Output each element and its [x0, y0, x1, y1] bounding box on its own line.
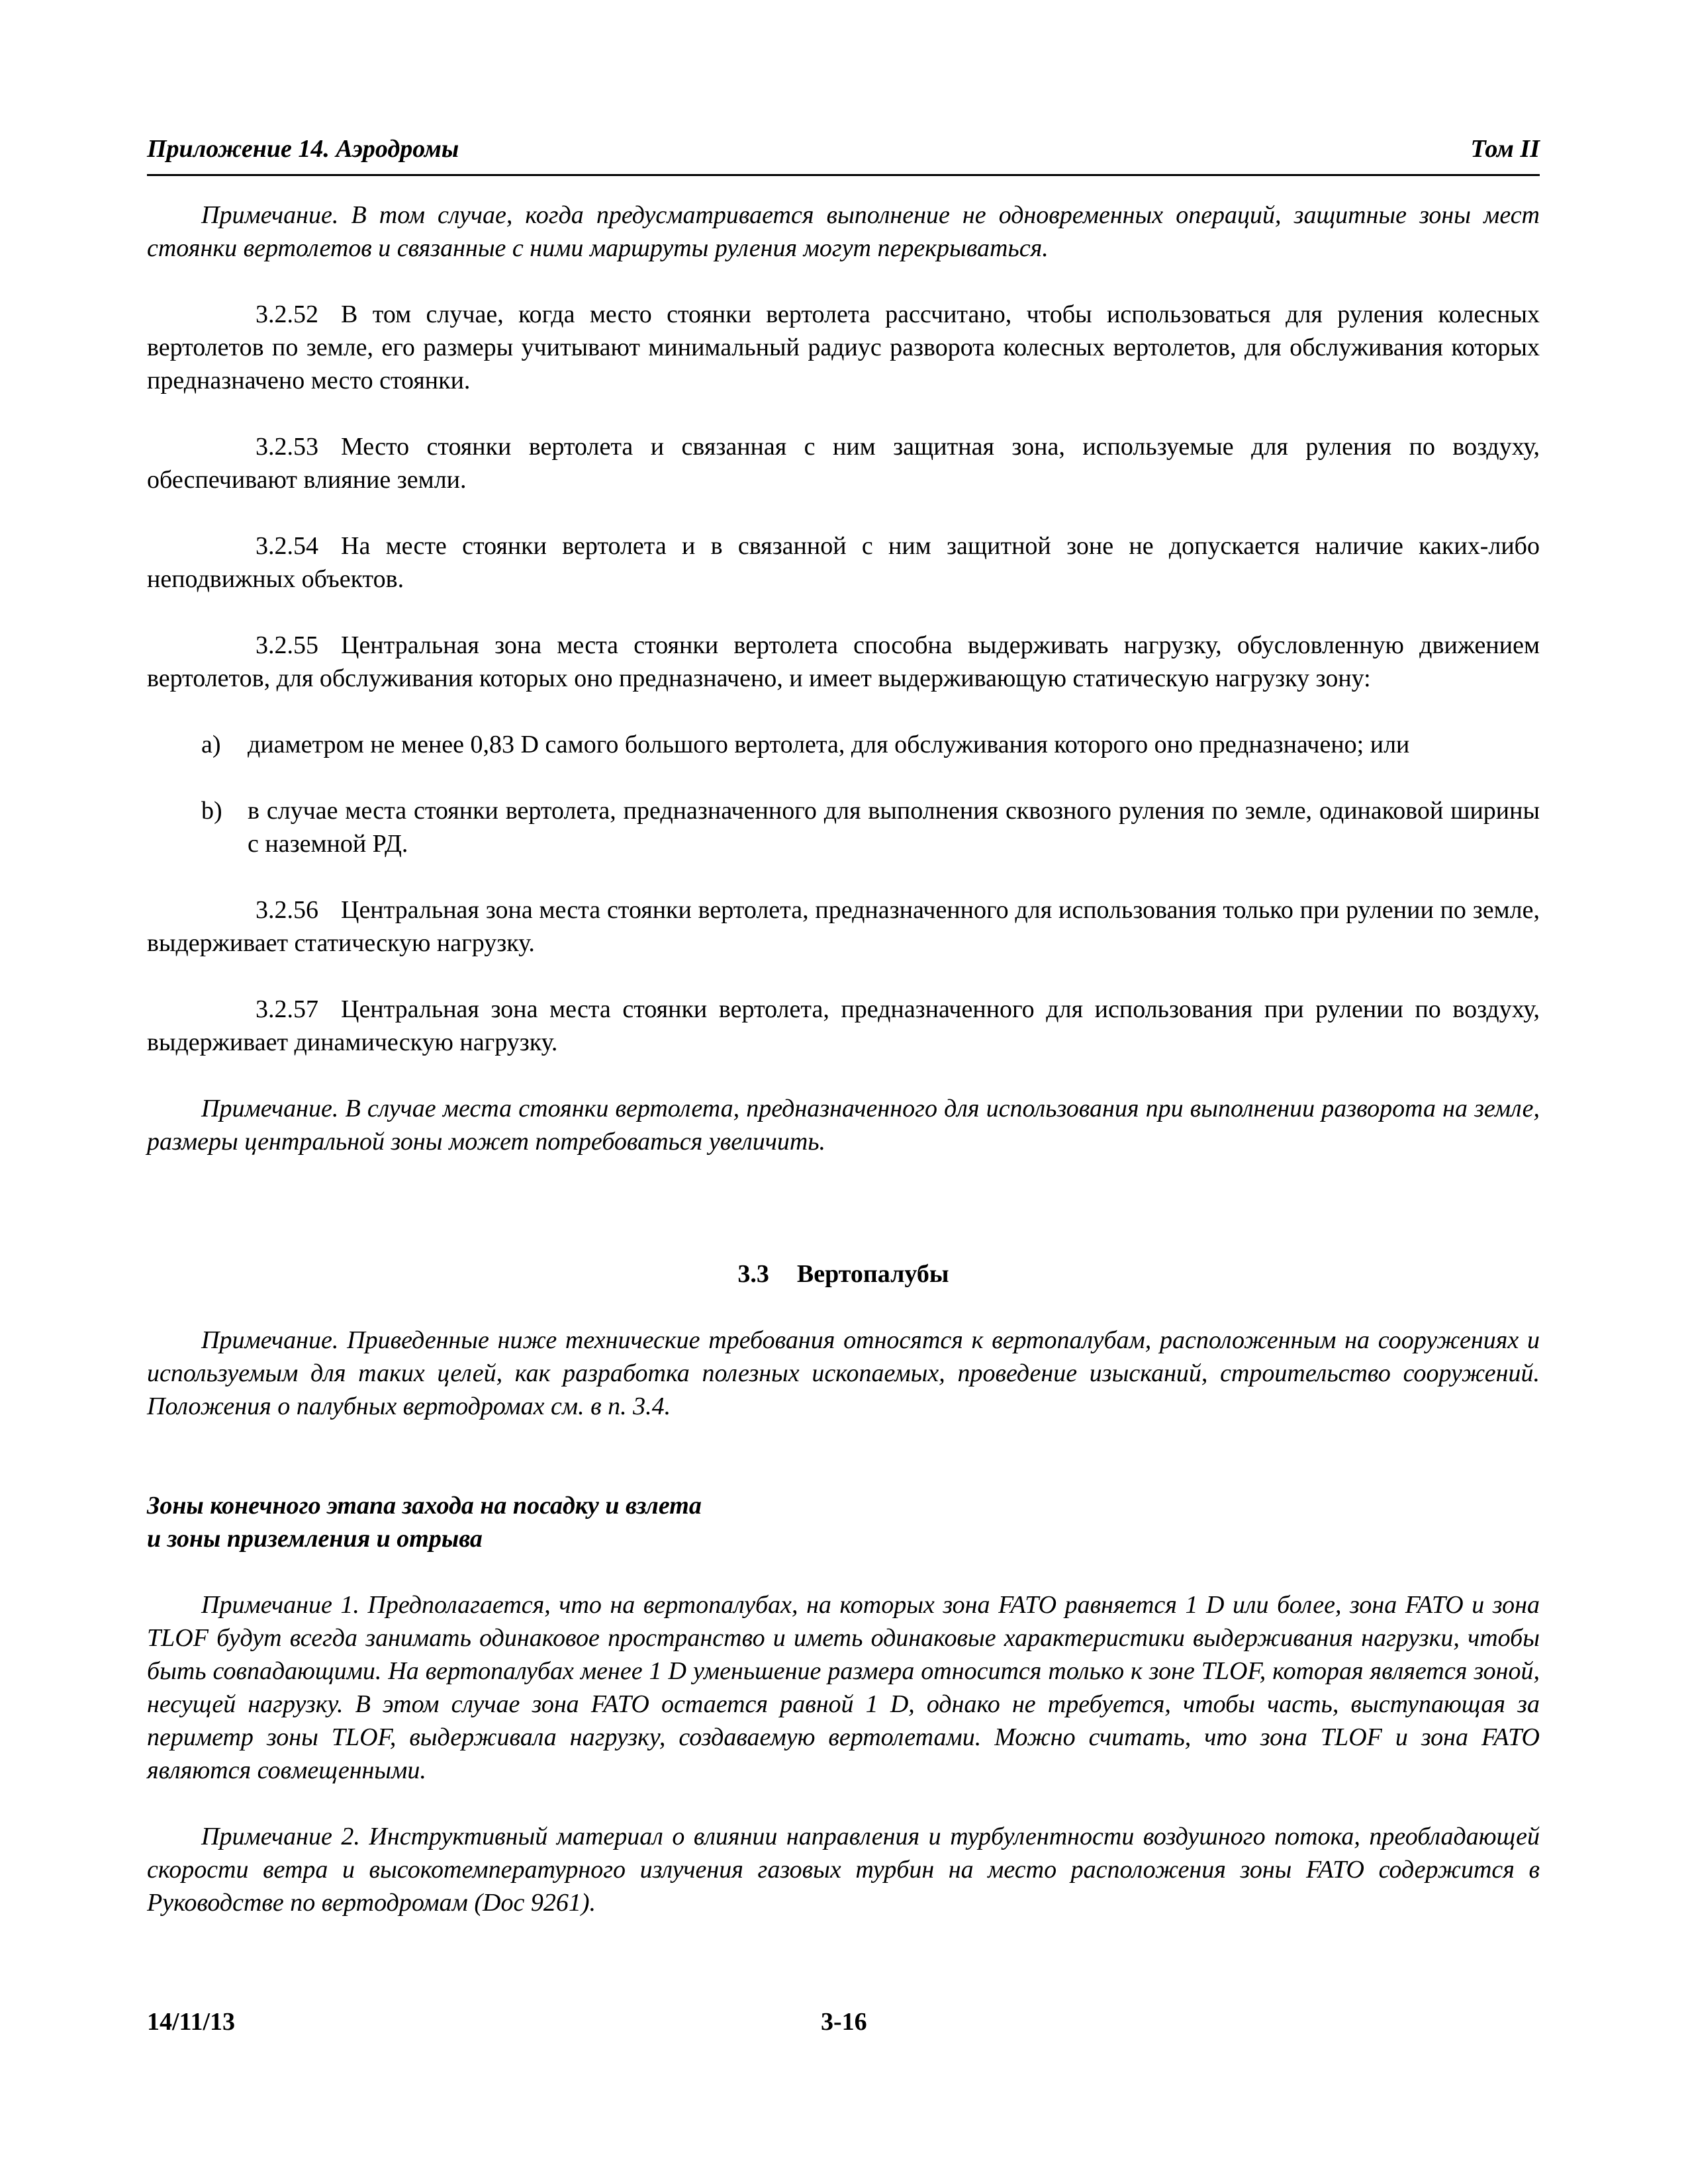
list-item-a: [147, 728, 1540, 761]
page-footer: [147, 2005, 1540, 2038]
clause-number: 3.2.54: [256, 532, 318, 560]
section-heading-3-3: [147, 1257, 1540, 1291]
note-1: Примечание 1. Предполагается, что на вертопалубах, на которых зона FATO равняется 1 D или более, зона FATO и зона TLOF будут всегда занимать одинаковое пространство и иметь одинаковые характеристики выдерживания нагрузки, чтобы быть совпадающими. На вертопалубах менее 1 D уменьшение размера относится только к зоне TLOF, которая является зоной, несущей нагрузку. В этом случае зона FATO остается равной 1 D, однако не требуется, чтобы часть, выступающая за периметр зоны TLOF, выдерживала нагрузку, создаваемую вертолетами. Можно считать, что зона TLOF и зона FATO являются совмещенными.: [147, 1591, 1540, 1784]
clause-3-2-54: [147, 529, 1540, 596]
clause-text: Центральная зона места стоянки вертолета способна выдерживать нагрузку, обусловленную движением вертолетов, для обслуживания которых оно предназначено, и имеет выдерживающую статическую нагрузку зону:: [147, 631, 1540, 692]
clause-text: В том случае, когда место стоянки вертолета рассчитано, чтобы использоваться для руления колесных вертолетов по земле, его размеры учитывают минимальный радиус разворота колесных вертолетов, для обслуживания которых предназначено место стоянки.: [147, 300, 1540, 394]
page-body: [147, 199, 1540, 1919]
list-marker: b): [201, 797, 222, 825]
note-2: Примечание 2. Инструктивный материал о влиянии направления и турбулентности воздушного потока, преобладающей скорости ветра и высокотемпературного излучения газовых турбин на место расположения зоны FATO содержится в Руководстве по вертодромам (Doc 9261).: [147, 1823, 1540, 1917]
section-number: 3.3: [737, 1260, 769, 1288]
clause-number: 3.2.52: [256, 300, 318, 328]
clause-3-2-56: [147, 893, 1540, 960]
note-top: Примечание. В том случае, когда предусматривается выполнение не одновременных операций, защитные зоны мест стоянки вертолетов и связанные с ними маршруты руления могут перекрываться.: [147, 201, 1540, 262]
footer-date: 14/11/13: [147, 2008, 236, 2036]
clause-3-2-53: [147, 430, 1540, 496]
list-marker: a): [201, 731, 221, 758]
section-title: Вертопалубы: [796, 1260, 949, 1288]
page-number: 3-16: [821, 2008, 867, 2036]
note-3-3: Примечание. Приведенные ниже технические требования относятся к вертопалубам, расположенным на сооружениях и используемым для таких целей, как разработка полезных ископаемых, проведение изысканий, строительство сооружений. Положения о палубных вертодромах см. в п. 3.4.: [147, 1326, 1540, 1420]
subheading-line: и зоны приземления и отрыва: [147, 1525, 483, 1553]
clause-number: 3.2.55: [256, 631, 318, 659]
subheading-line: Зоны конечного этапа захода на посадку и взлета: [147, 1492, 702, 1520]
clause-text: Центральная зона места стоянки вертолета, предназначенного для использования при рулении по воздуху, выдерживает динамическую нагрузку.: [147, 995, 1540, 1056]
clause-3-2-55: [147, 629, 1540, 695]
clause-text: Место стоянки вертолета и связанная с ним защитная зона, используемые для руления по воздуху, обеспечивают влияние земли.: [147, 433, 1540, 494]
clause-number: 3.2.53: [256, 433, 318, 461]
clause-text: На месте стоянки вертолета и в связанной с ним защитной зоне не допускается наличие каких-либо неподвижных объектов.: [147, 532, 1540, 593]
note-3-2-57: Примечание. В случае места стоянки вертолета, предназначенного для использования при выполнении разворота на земле, размеры центральной зоны может потребоваться увеличить.: [147, 1095, 1540, 1156]
clause-number: 3.2.56: [256, 896, 318, 924]
list-item-text: в случае места стоянки вертолета, предназначенного для выполнения сквозного руления по земле, одинаковой ширины с наземной РД.: [248, 797, 1540, 858]
header-title: Приложение 14. Аэродромы: [147, 135, 459, 163]
page-header: [147, 132, 1540, 176]
subheading-fato: [147, 1489, 1540, 1555]
header-volume: Том II: [1470, 135, 1540, 163]
clause-number: 3.2.57: [256, 995, 318, 1023]
list-item-b: [147, 794, 1540, 860]
list-item-text: диаметром не менее 0,83 D самого большого вертолета, для обслуживания которого оно предназначено; или: [248, 731, 1410, 758]
clause-3-2-52: [147, 298, 1540, 397]
clause-text: Центральная зона места стоянки вертолета, предназначенного для использования только при рулении по земле, выдерживает статическую нагрузку.: [147, 896, 1540, 957]
clause-3-2-57: [147, 993, 1540, 1059]
